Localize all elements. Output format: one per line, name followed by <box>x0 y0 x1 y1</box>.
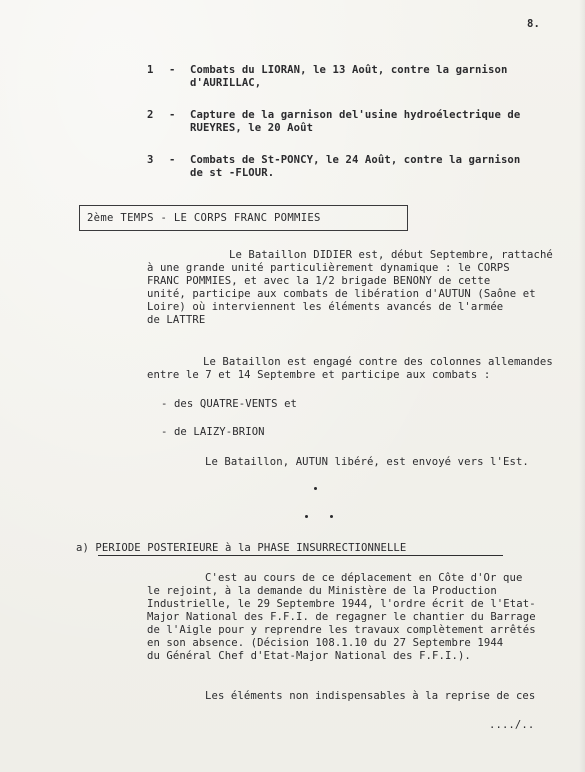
paper-edge-shadow <box>579 0 585 772</box>
item-dash: - <box>169 109 176 121</box>
text-line: le rejoint, à la demande du Ministère de la Production <box>147 585 497 597</box>
text-line: entre le 7 et 14 Septembre et participe aux combats : <box>147 369 491 381</box>
text-line: de l'Aigle pour y reprendre les travaux complètement arrêtés <box>147 624 536 636</box>
text-line: C'est au cours de ce déplacement en Côte d'Or que <box>205 572 523 584</box>
separator-dot <box>314 487 317 490</box>
text-line: Le Bataillon est engagé contre des colonnes allemandes <box>203 356 553 368</box>
item-number: 1 <box>147 64 154 76</box>
text-line: FRANC POMMIES, et avec la 1/2 brigade BENONY de cette <box>147 275 491 287</box>
text-line: Industrielle, le 29 Septembre 1944, l'ordre écrit de l'Etat- <box>147 598 536 610</box>
section-heading: 2ème TEMPS - LE CORPS FRANC POMMIES <box>87 212 321 224</box>
text-line: unité, participe aux combats de libération d'AUTUN (Saône et <box>147 288 536 300</box>
text-line: Les éléments non indispensables à la reprise de ces <box>205 690 536 702</box>
item-dash: - <box>169 154 176 166</box>
separator-dot <box>330 515 333 518</box>
item-line: Combats de St-PONCY, le 24 Août, contre la garnison <box>190 154 521 166</box>
text-line: de LATTRE <box>147 314 206 326</box>
item-line: Combats du LIORAN, le 13 Août, contre la garnison <box>190 64 508 76</box>
heading-underline <box>98 555 503 556</box>
bullet-item: - des QUATRE-VENTS et <box>161 398 298 410</box>
item-line: RUEYRES, le 20 Août <box>190 122 314 134</box>
separator-dot <box>305 515 308 518</box>
text-line: du Général Chef d'Etat-Major National des F.F.I.). <box>147 650 471 662</box>
text-line: Loire) où interviennent les éléments avancés de l'armée <box>147 301 504 313</box>
bullet-item: - de LAIZY-BRION <box>161 426 265 438</box>
text-line: en son absence. (Décision 108.1.10 du 27 Septembre 1944 <box>147 637 504 649</box>
item-dash: - <box>169 64 176 76</box>
item-line: d'AURILLAC, <box>190 77 262 89</box>
item-number: 3 <box>147 154 154 166</box>
page-number: 8. <box>527 18 540 30</box>
text-line: Le Bataillon, AUTUN libéré, est envoyé vers l'Est. <box>205 456 529 468</box>
item-number: 2 <box>147 109 154 121</box>
subsection-heading: a) PERIODE POSTERIEURE à la PHASE INSURRECTIONNELLE <box>76 542 407 554</box>
text-line: Le Bataillon DIDIER est, début Septembre, rattaché <box>229 249 553 261</box>
text-line: à une grande unité particulièrement dynamique : le CORPS <box>147 262 510 274</box>
continuation-mark: ..../.. <box>489 719 535 731</box>
item-line: de st -FLOUR. <box>190 167 275 179</box>
text-line: Major National des F.F.I. de regagner le chantier du Barrage <box>147 611 536 623</box>
item-line: Capture de la garnison del'usine hydroélectrique de <box>190 109 521 121</box>
